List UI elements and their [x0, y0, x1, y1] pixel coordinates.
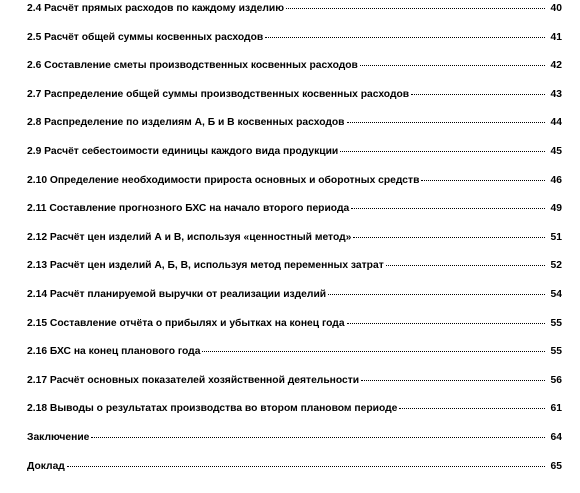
- dot-leader: [286, 8, 545, 9]
- toc-entry-page: 40: [550, 3, 562, 14]
- toc-entry-title: Доклад: [27, 460, 65, 472]
- toc-entry[interactable]: [27, 3, 562, 32]
- toc-entry-page: 44: [550, 117, 562, 129]
- toc-entry-page: 41: [550, 31, 562, 43]
- dot-leader: [347, 122, 546, 123]
- toc-entry-title: 2.6 Составление сметы производственных косвенных расходов: [27, 60, 358, 72]
- dot-leader: [421, 180, 545, 181]
- toc-entry-title: 2.15 Составление отчёта о прибылях и убытках на конец года: [27, 317, 345, 329]
- toc-entry-page: 55: [550, 317, 562, 329]
- toc-entry-page: 42: [550, 60, 562, 72]
- dot-leader: [67, 466, 545, 467]
- toc-entry-page: 64: [550, 431, 562, 443]
- toc-entry[interactable]: [27, 346, 562, 375]
- toc-entry[interactable]: [27, 89, 562, 118]
- dot-leader: [399, 408, 545, 409]
- dot-leader: [386, 265, 545, 266]
- dot-leader: [340, 151, 545, 152]
- toc-entry[interactable]: [27, 260, 562, 289]
- dot-leader: [265, 37, 545, 38]
- dot-leader: [91, 437, 545, 438]
- toc-entry-page: 45: [550, 145, 562, 157]
- toc-entry-title: 2.5 Расчёт общей суммы косвенных расходов: [27, 31, 264, 43]
- toc-entry[interactable]: [27, 146, 562, 175]
- toc-entry-title: 2.9 Расчёт себестоимости единицы каждого вида продукции: [27, 145, 339, 157]
- toc-entry-page: 56: [550, 374, 562, 386]
- toc-entry-title: 2.4 Расчёт прямых расходов по каждому изделию: [27, 3, 285, 14]
- toc-entry-page: 52: [550, 260, 562, 272]
- dot-leader: [328, 294, 545, 295]
- toc-entry-page: 51: [550, 231, 562, 243]
- toc-entry-title: 2.7 Распределение общей суммы производственных косвенных расходов: [27, 88, 410, 100]
- toc-entry-title: 2.10 Определение необходимости прироста основных и оборотных средств: [27, 174, 420, 186]
- toc-entry-page: 65: [550, 460, 562, 472]
- toc-entry-page: 49: [550, 203, 562, 215]
- toc-entry-title: 2.17 Расчёт основных показателей хозяйственной деятельности: [27, 374, 360, 386]
- dot-leader: [353, 237, 545, 238]
- toc-entry-page: 46: [550, 174, 562, 186]
- toc-entry[interactable]: [27, 60, 562, 89]
- toc-entry-title: 2.12 Расчёт цен изделий А и В, используя «ценностный метод»: [27, 231, 352, 243]
- toc-entry[interactable]: [27, 175, 562, 204]
- toc-entry[interactable]: [27, 432, 562, 461]
- toc-entry[interactable]: [27, 232, 562, 261]
- dot-leader: [202, 351, 545, 352]
- toc-entry[interactable]: [27, 403, 562, 432]
- toc-entry-page: 61: [550, 403, 562, 415]
- toc-entry-title: 2.14 Расчёт планируемой выручки от реализации изделий: [27, 288, 327, 300]
- toc-entry[interactable]: [27, 289, 562, 318]
- toc-entry[interactable]: [27, 32, 562, 61]
- toc-entry-title: 2.11 Составление прогнозного БХС на начало второго периода: [27, 203, 350, 215]
- toc-entry[interactable]: [27, 117, 562, 146]
- table-of-contents: [27, 3, 562, 489]
- toc-entry-title: 2.18 Выводы о результатах производства во втором плановом периоде: [27, 403, 398, 415]
- toc-entry[interactable]: [27, 203, 562, 232]
- toc-entry-title: 2.13 Расчёт цен изделий А, Б, В, используя метод переменных затрат: [27, 260, 384, 272]
- toc-entry-page: 55: [550, 346, 562, 358]
- toc-entry[interactable]: [27, 461, 562, 490]
- toc-entry[interactable]: [27, 375, 562, 404]
- dot-leader: [411, 94, 545, 95]
- toc-entry[interactable]: [27, 318, 562, 347]
- toc-entry-title: 2.16 БХС на конец планового года: [27, 346, 201, 358]
- dot-leader: [360, 65, 545, 66]
- toc-entry-page: 54: [550, 288, 562, 300]
- toc-entry-title: 2.8 Распределение по изделиям А, Б и В косвенных расходов: [27, 117, 345, 129]
- dot-leader: [347, 323, 545, 324]
- toc-entry-title: Заключение: [27, 431, 90, 443]
- dot-leader: [361, 380, 545, 381]
- dot-leader: [351, 208, 545, 209]
- toc-entry-page: 43: [550, 88, 562, 100]
